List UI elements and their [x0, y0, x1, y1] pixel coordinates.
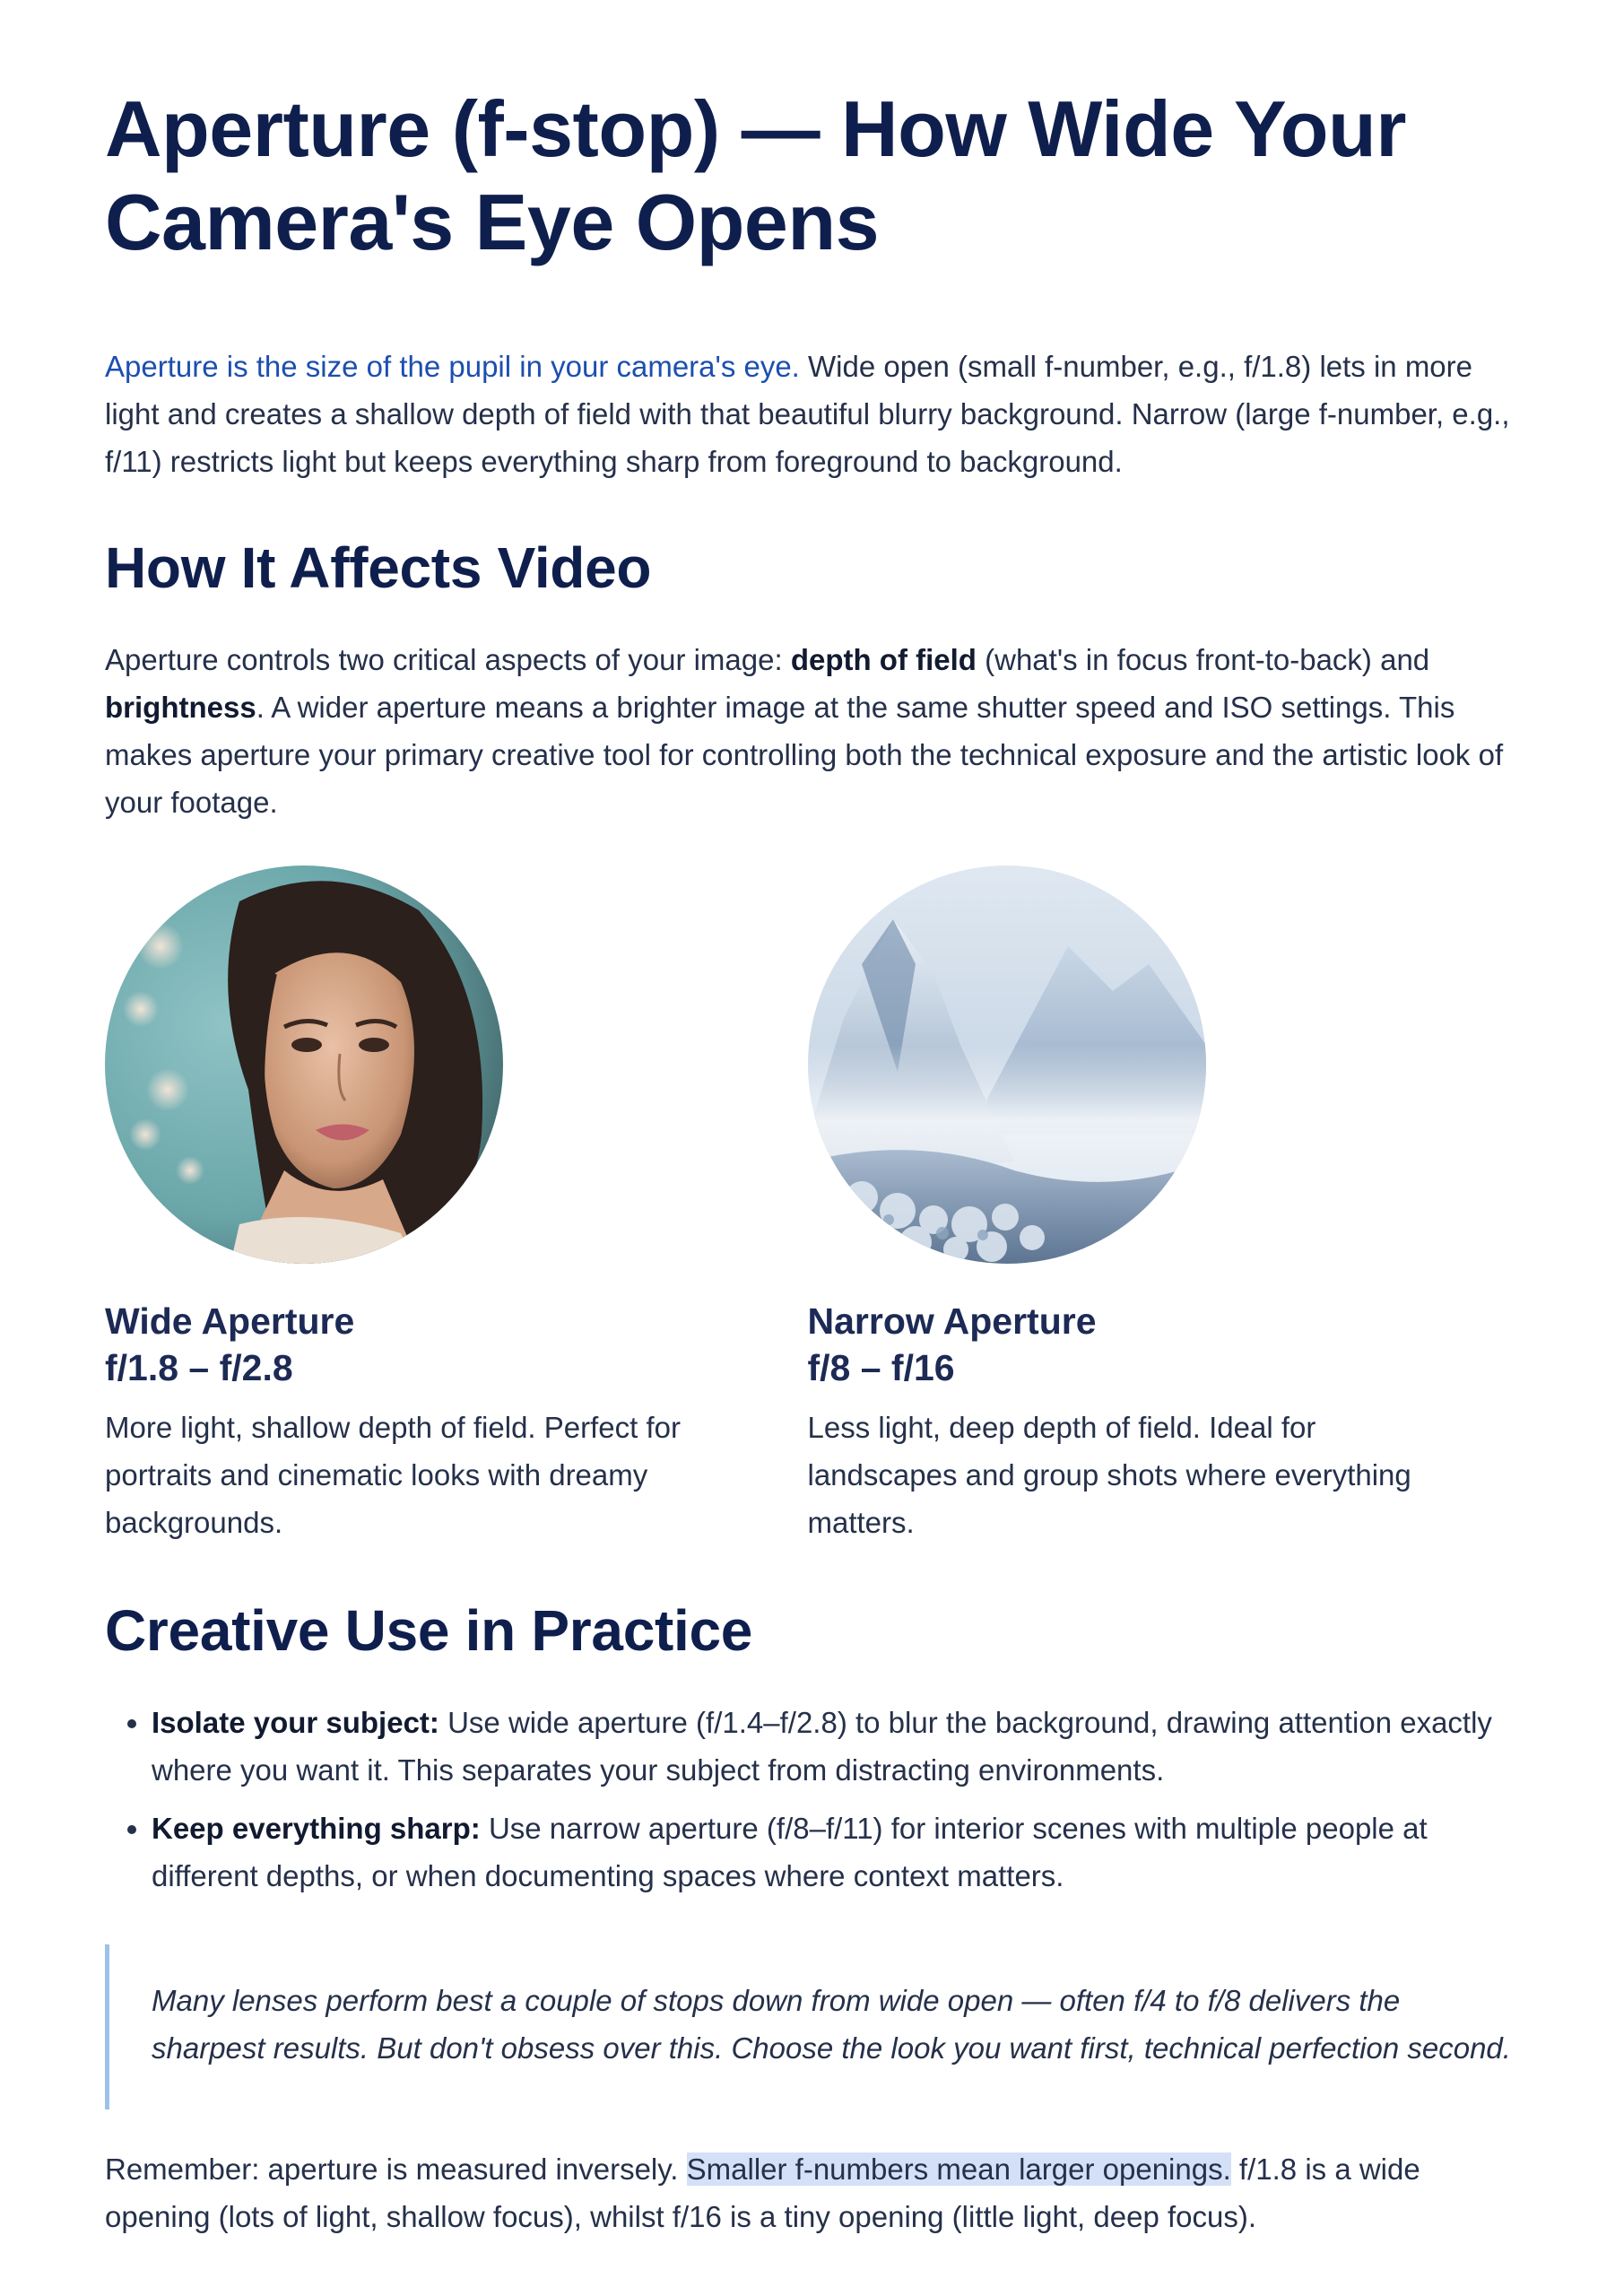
- mountain-landscape-photo: [808, 865, 1206, 1264]
- aperture-comparison: [105, 865, 1510, 1546]
- intro-paragraph: [105, 343, 1522, 485]
- closing-text-1: Remember: aperture is measured inversely.: [105, 2152, 687, 2186]
- affects-paragraph: [105, 636, 1522, 826]
- card-range: f/1.8 – f/2.8: [105, 1347, 293, 1388]
- closing-paragraph: [105, 2145, 1522, 2240]
- affects-text-1: Aperture controls two critical aspects of your image:: [105, 643, 791, 676]
- affects-bold-brightness: brightness: [105, 691, 256, 724]
- intro-lead: Aperture is the size of the pupil in your camera's eye.: [105, 350, 800, 383]
- affects-text-2: (what's in focus front-to-back) and: [976, 643, 1430, 676]
- card-wide-aperture: [105, 865, 808, 1546]
- card-title: Wide Aperture: [105, 1300, 355, 1342]
- tips-list: [105, 1699, 1524, 1900]
- blockquote: Many lenses perform best a couple of stops down from wide open — often f/4 to f/8 delivers the sharpest results. But don't obsess over this. Choose the look you want first, technical perfection second.: [105, 1944, 1515, 2109]
- card-description: Less light, deep depth of field. Ideal for landscapes and group shots where everything matters.: [807, 1411, 1411, 1539]
- card-range: f/8 – f/16: [807, 1347, 955, 1388]
- section-heading-creative: Creative Use in Practice: [105, 1598, 753, 1663]
- tip-label: Keep everything sharp:: [152, 1812, 481, 1845]
- portrait-photo: [105, 865, 503, 1264]
- affects-bold-dof: depth of field: [790, 643, 977, 676]
- tip-text: Use wide aperture (f/1.4–f/2.8) to blur the background, drawing attention exactly where you want it. This separates your subject from distracting environments.: [152, 1706, 1492, 1787]
- highlighted-text: Smaller f-numbers mean larger openings.: [686, 2152, 1231, 2186]
- tip-text: Use narrow aperture (f/8–f/11) for interior scenes with multiple people at different depths, or when documenting spaces where context matters.: [152, 1812, 1428, 1892]
- intro-rest: Wide open (small f-number, e.g., f/1.8) lets in more light and creates a shallow depth of field with that beautiful blurry background. Narrow (large f-number, e.g., f/11) restricts light but keeps everything sharp from foreground to background.: [105, 350, 1510, 478]
- list-item: [152, 1699, 1524, 1794]
- affects-text-3: . A wider aperture means a brighter image at the same shutter speed and ISO settings. This makes aperture your primary creative tool for controlling both the technical exposure and the artistic look of your footage.: [105, 691, 1504, 819]
- tip-label: Isolate your subject:: [152, 1706, 439, 1739]
- card-narrow-aperture: [808, 865, 1511, 1546]
- closing-text-2: f/1.8 is a wide opening (lots of light, shallow focus), whilst f/16 is a tiny opening (little light, deep focus).: [105, 2152, 1420, 2233]
- card-title: Narrow Aperture: [807, 1300, 1097, 1342]
- list-item: [152, 1805, 1524, 1900]
- card-description: More light, shallow depth of field. Perfect for portraits and cinematic looks with dreamy backgrounds.: [105, 1411, 681, 1539]
- section-heading-affects: How It Affects Video: [105, 535, 652, 600]
- page-title: Aperture (f-stop) — How Wide Your Camera's Eye Opens: [105, 84, 1406, 266]
